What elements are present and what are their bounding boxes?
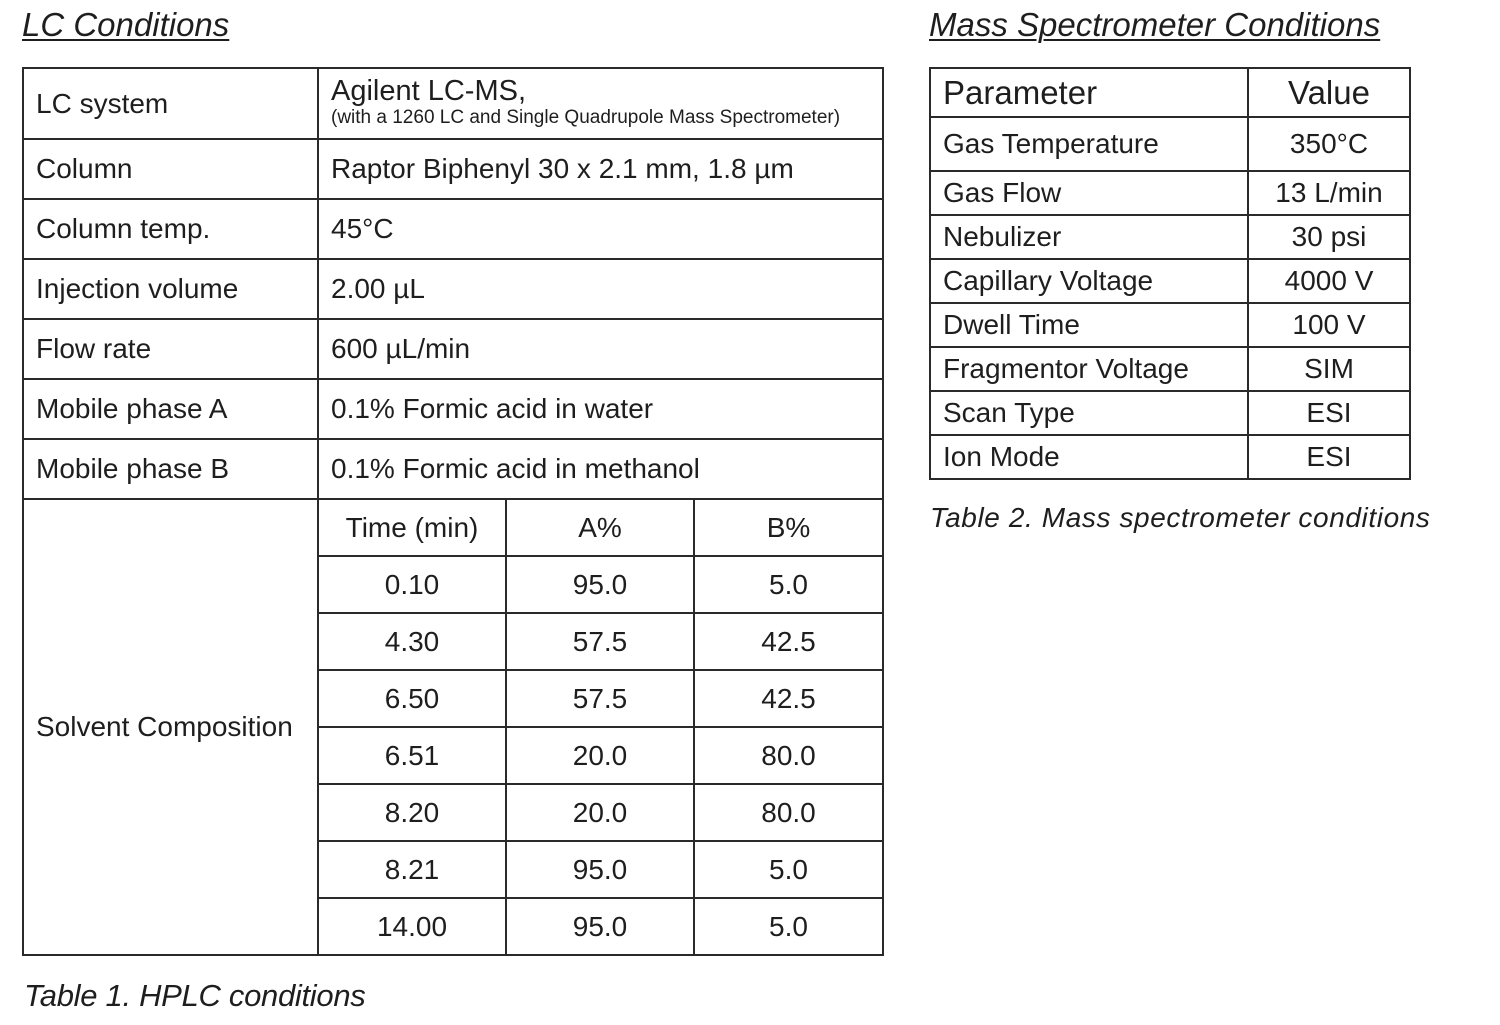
row-label: Column	[23, 139, 318, 199]
column-header: Parameter	[930, 68, 1248, 117]
param-cell: Gas Temperature	[930, 117, 1248, 171]
a-percent-cell: 57.5	[506, 613, 694, 670]
gradient-table	[319, 500, 882, 954]
row-label: Mobile phase B	[23, 439, 318, 499]
ms-conditions-heading: Mass Spectrometer Conditions	[929, 6, 1381, 43]
time-cell: 4.30	[319, 613, 506, 670]
ms-table-caption: Table 2. Mass spectrometer conditions	[930, 502, 1431, 533]
table-row	[930, 171, 1410, 215]
b-percent-cell: 42.5	[694, 670, 882, 727]
gradient-row	[319, 670, 882, 727]
column-header: Value	[1248, 68, 1410, 117]
time-cell: 8.21	[319, 841, 506, 898]
b-percent-cell: 5.0	[694, 898, 882, 954]
row-value	[318, 68, 883, 139]
gradient-row	[319, 556, 882, 613]
table-row	[930, 435, 1410, 479]
table-row	[23, 439, 883, 499]
time-cell: 6.50	[319, 670, 506, 727]
table-row	[23, 68, 883, 139]
value-cell: 350°C	[1248, 117, 1410, 171]
b-percent-cell: 5.0	[694, 841, 882, 898]
param-cell: Dwell Time	[930, 303, 1248, 347]
table-row	[23, 259, 883, 319]
param-cell: Gas Flow	[930, 171, 1248, 215]
value-cell: ESI	[1248, 435, 1410, 479]
lc-system-detail: (with a 1260 LC and Single Quadrupole Mass Spectrometer)	[331, 106, 841, 128]
row-label: Column temp.	[23, 199, 318, 259]
table-row	[23, 319, 883, 379]
b-percent-cell: 42.5	[694, 613, 882, 670]
gradient-row	[319, 784, 882, 841]
time-cell: 0.10	[319, 556, 506, 613]
row-label: Mobile phase A	[23, 379, 318, 439]
lc-conditions-heading: LC Conditions	[22, 6, 230, 43]
b-percent-cell: 80.0	[694, 727, 882, 784]
gradient-cell	[318, 499, 883, 955]
column-header: B%	[694, 500, 882, 556]
param-cell: Scan Type	[930, 391, 1248, 435]
column-header: A%	[506, 500, 694, 556]
hplc-table-caption: Table 1. HPLC conditions	[24, 978, 366, 1013]
gradient-row	[319, 898, 882, 954]
table-row	[930, 259, 1410, 303]
a-percent-cell: 20.0	[506, 784, 694, 841]
table-row	[23, 139, 883, 199]
table-row	[930, 391, 1410, 435]
table-row	[930, 347, 1410, 391]
b-percent-cell: 5.0	[694, 556, 882, 613]
row-value: 600 µL/min	[318, 319, 883, 379]
gradient-header-row	[319, 500, 882, 556]
row-value: 45°C	[318, 199, 883, 259]
table-row	[23, 199, 883, 259]
time-cell: 6.51	[319, 727, 506, 784]
gradient-row	[319, 613, 882, 670]
row-value: 2.00 µL	[318, 259, 883, 319]
a-percent-cell: 95.0	[506, 556, 694, 613]
ms-conditions-table	[929, 67, 1411, 480]
row-label: Injection volume	[23, 259, 318, 319]
value-cell: 4000 V	[1248, 259, 1410, 303]
table-row	[930, 117, 1410, 171]
lc-system-name: Agilent LC-MS,	[331, 74, 527, 107]
column-header: Time (min)	[319, 500, 506, 556]
a-percent-cell: 95.0	[506, 898, 694, 954]
param-cell: Capillary Voltage	[930, 259, 1248, 303]
row-label: Solvent Composition	[23, 499, 318, 955]
param-cell: Fragmentor Voltage	[930, 347, 1248, 391]
row-label: Flow rate	[23, 319, 318, 379]
value-cell: ESI	[1248, 391, 1410, 435]
value-cell: 30 psi	[1248, 215, 1410, 259]
table-row	[930, 215, 1410, 259]
value-cell: 100 V	[1248, 303, 1410, 347]
table-row	[23, 379, 883, 439]
solvent-composition-row	[23, 499, 883, 955]
gradient-row	[319, 841, 882, 898]
value-cell: SIM	[1248, 347, 1410, 391]
row-value: Raptor Biphenyl 30 x 2.1 mm, 1.8 µm	[318, 139, 883, 199]
time-cell: 8.20	[319, 784, 506, 841]
row-value: 0.1% Formic acid in methanol	[318, 439, 883, 499]
param-cell: Nebulizer	[930, 215, 1248, 259]
table-row	[930, 303, 1410, 347]
a-percent-cell: 20.0	[506, 727, 694, 784]
a-percent-cell: 95.0	[506, 841, 694, 898]
ms-header-row	[930, 68, 1410, 117]
time-cell: 14.00	[319, 898, 506, 954]
b-percent-cell: 80.0	[694, 784, 882, 841]
row-value: 0.1% Formic acid in water	[318, 379, 883, 439]
param-cell: Ion Mode	[930, 435, 1248, 479]
a-percent-cell: 57.5	[506, 670, 694, 727]
row-label: LC system	[23, 68, 318, 139]
hplc-conditions-table	[22, 67, 884, 956]
gradient-row	[319, 727, 882, 784]
value-cell: 13 L/min	[1248, 171, 1410, 215]
